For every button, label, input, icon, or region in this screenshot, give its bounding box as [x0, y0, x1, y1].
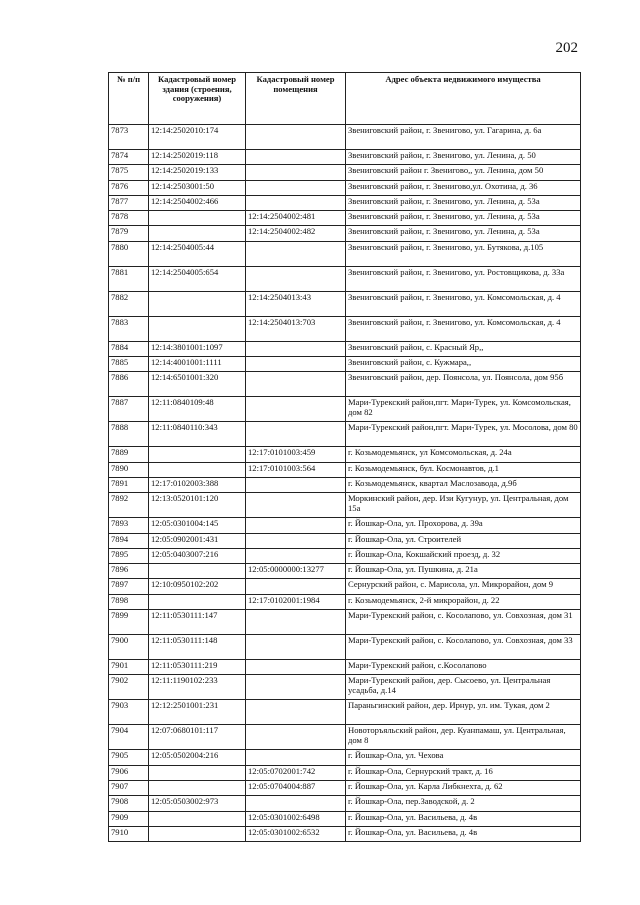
table-row	[109, 493, 581, 518]
cell-premises-cadastral	[246, 422, 346, 447]
cell-premises-cadastral: 12:17:0101003:564	[246, 462, 346, 477]
cell-address: Мари-Турекский район, дер. Сысоево, ул. Центральная усадьба, д.14	[346, 675, 581, 700]
cell-premises-cadastral	[246, 610, 346, 635]
cell-premises-cadastral: 12:14:2504013:703	[246, 316, 346, 341]
cell-address: Звениговский район, с. Кужмара,,	[346, 357, 581, 372]
cell-address: Звениговский район, г. Звенигово, ул. Гагарина, д. 6а	[346, 125, 581, 150]
table-row	[109, 447, 581, 462]
cell-building-cadastral: 12:10:0950102:202	[149, 579, 246, 594]
page-number: 202	[555, 40, 578, 56]
cell-number: 7896	[109, 564, 149, 579]
cell-premises-cadastral: 12:17:0102001:1984	[246, 594, 346, 609]
cell-building-cadastral	[149, 447, 246, 462]
cell-address: Звениговский район г. Звенигово,, ул. Ленина, дом 50	[346, 165, 581, 180]
table-row	[109, 462, 581, 477]
cell-building-cadastral: 12:05:0301004:145	[149, 518, 246, 533]
cell-address: г. Козьмодемьянск, ул Комсомольская, д. 24а	[346, 447, 581, 462]
header-number: № п/п	[109, 73, 149, 125]
cell-address: г. Йошкар-Ола, Кокшайский проезд, д. 32	[346, 548, 581, 563]
cell-number: 7909	[109, 811, 149, 826]
table-row	[109, 635, 581, 660]
cell-building-cadastral: 12:17:0102003:388	[149, 477, 246, 492]
table-row	[109, 316, 581, 341]
table-row	[109, 195, 581, 210]
cell-premises-cadastral: 12:17:0101003:459	[246, 447, 346, 462]
table-row	[109, 725, 581, 750]
cell-building-cadastral	[149, 811, 246, 826]
cell-building-cadastral: 12:11:1190102:233	[149, 675, 246, 700]
cell-number: 7883	[109, 316, 149, 341]
table-row	[109, 125, 581, 150]
cell-building-cadastral: 12:11:0840110:343	[149, 422, 246, 447]
cell-building-cadastral: 12:11:0530111:148	[149, 635, 246, 660]
cell-building-cadastral: 12:14:3801001:1097	[149, 341, 246, 356]
cell-premises-cadastral	[246, 750, 346, 765]
cell-address: Мари-Турекский район, с. Косолапово, ул. Совхозная, дом 33	[346, 635, 581, 660]
cell-building-cadastral	[149, 826, 246, 841]
cell-premises-cadastral: 12:14:2504002:482	[246, 226, 346, 241]
cell-premises-cadastral	[246, 675, 346, 700]
table-row	[109, 533, 581, 548]
cell-premises-cadastral	[246, 341, 346, 356]
cell-address: Сернурский район, с. Марисола, ул. Микрорайон, дом 9	[346, 579, 581, 594]
cell-number: 7885	[109, 357, 149, 372]
cell-building-cadastral	[149, 316, 246, 341]
cell-number: 7905	[109, 750, 149, 765]
cell-number: 7903	[109, 700, 149, 725]
cell-number: 7881	[109, 266, 149, 291]
cell-building-cadastral: 12:07:0680101:117	[149, 725, 246, 750]
cell-building-cadastral	[149, 291, 246, 316]
table-row	[109, 291, 581, 316]
cell-premises-cadastral	[246, 357, 346, 372]
table-row	[109, 397, 581, 422]
table-row	[109, 594, 581, 609]
cell-premises-cadastral: 12:05:0301002:6498	[246, 811, 346, 826]
cell-premises-cadastral	[246, 518, 346, 533]
cell-number: 7910	[109, 826, 149, 841]
cell-number: 7884	[109, 341, 149, 356]
cell-building-cadastral: 12:14:4001001:1111	[149, 357, 246, 372]
table-row	[109, 226, 581, 241]
cell-building-cadastral: 12:05:0503002:973	[149, 796, 246, 811]
cell-address: Звениговский район, г. Звенигово, ул. Ростовщикова, д. 33а	[346, 266, 581, 291]
cell-premises-cadastral	[246, 195, 346, 210]
cell-number: 7890	[109, 462, 149, 477]
cell-address: г. Йошкар-Ола, Сернурский тракт, д. 16	[346, 765, 581, 780]
table-row	[109, 241, 581, 266]
table-header-row	[109, 73, 581, 125]
cell-premises-cadastral	[246, 125, 346, 150]
cell-number: 7873	[109, 125, 149, 150]
cell-number: 7906	[109, 765, 149, 780]
cell-address: Звениговский район, дер. Поянсола, ул. Поянсола, дом 95б	[346, 372, 581, 397]
cell-number: 7889	[109, 447, 149, 462]
cell-number: 7882	[109, 291, 149, 316]
cell-address: Звениговский район, г. Звенигово,ул. Охотина, д. 36	[346, 180, 581, 195]
cell-premises-cadastral: 12:05:0704004:887	[246, 780, 346, 795]
table-row	[109, 610, 581, 635]
cell-building-cadastral: 12:05:0902001:431	[149, 533, 246, 548]
header-building-cadastral: Кадастровый номер здания (строения, сооружения)	[149, 73, 246, 125]
cell-address: г. Йошкар-Ола, пер.Заводской, д. 2	[346, 796, 581, 811]
table-row	[109, 548, 581, 563]
cell-building-cadastral: 12:14:2504002:466	[149, 195, 246, 210]
property-table	[108, 72, 581, 842]
cell-address: Мари-Турекский район,пгт. Мари-Турек, ул. Комсомольская, дом 82	[346, 397, 581, 422]
cell-address: Мари-Турекский район, с. Косолапово, ул. Совхозная, дом 31	[346, 610, 581, 635]
cell-building-cadastral	[149, 594, 246, 609]
cell-address: Мари-Турекский район,пгт. Мари-Турек, ул. Мосолова, дом 80	[346, 422, 581, 447]
cell-building-cadastral: 12:14:2503001:50	[149, 180, 246, 195]
table-row	[109, 750, 581, 765]
cell-building-cadastral: 12:14:2504005:654	[149, 266, 246, 291]
cell-address: г. Йошкар-Ола, ул. Карла Либкнехта, д. 62	[346, 780, 581, 795]
cell-address: г. Йошкар-Ола, ул. Прохорова, д. 39а	[346, 518, 581, 533]
cell-address: г. Козьмодемьянск, квартал Маслозавода, д.9б	[346, 477, 581, 492]
cell-number: 7900	[109, 635, 149, 660]
cell-address: Звениговский район, г. Звенигово, ул. Комсомольская, д. 4	[346, 291, 581, 316]
cell-number: 7908	[109, 796, 149, 811]
cell-number: 7887	[109, 397, 149, 422]
table-row	[109, 477, 581, 492]
cell-address: Звениговский район, г. Звенигово, ул. Ленина, д. 53а	[346, 211, 581, 226]
cell-building-cadastral: 12:11:0840109:48	[149, 397, 246, 422]
header-premises-cadastral: Кадастровый номер помещения	[246, 73, 346, 125]
cell-premises-cadastral: 12:05:0000000:13277	[246, 564, 346, 579]
cell-premises-cadastral: 12:05:0301002:6532	[246, 826, 346, 841]
cell-premises-cadastral	[246, 493, 346, 518]
cell-premises-cadastral: 12:14:2504013:43	[246, 291, 346, 316]
table-row	[109, 700, 581, 725]
cell-number: 7886	[109, 372, 149, 397]
cell-premises-cadastral	[246, 266, 346, 291]
cell-building-cadastral: 12:14:6501001:320	[149, 372, 246, 397]
cell-address: Звениговский район, г. Звенигово, ул. Ленина, д. 53а	[346, 226, 581, 241]
table-row	[109, 826, 581, 841]
cell-number: 7899	[109, 610, 149, 635]
cell-building-cadastral: 12:13:0520101:120	[149, 493, 246, 518]
cell-number: 7875	[109, 165, 149, 180]
cell-premises-cadastral	[246, 548, 346, 563]
cell-number: 7902	[109, 675, 149, 700]
cell-building-cadastral: 12:14:2502019:133	[149, 165, 246, 180]
cell-premises-cadastral: 12:05:0702001:742	[246, 765, 346, 780]
cell-building-cadastral: 12:11:0530111:219	[149, 660, 246, 675]
cell-premises-cadastral	[246, 150, 346, 165]
table-row	[109, 675, 581, 700]
table-row	[109, 266, 581, 291]
cell-number: 7893	[109, 518, 149, 533]
cell-number: 7877	[109, 195, 149, 210]
cell-building-cadastral	[149, 211, 246, 226]
cell-premises-cadastral	[246, 180, 346, 195]
table-row	[109, 372, 581, 397]
cell-number: 7892	[109, 493, 149, 518]
cell-premises-cadastral	[246, 796, 346, 811]
cell-building-cadastral: 12:14:2502010:174	[149, 125, 246, 150]
cell-number: 7876	[109, 180, 149, 195]
table-row	[109, 564, 581, 579]
cell-address: г. Йошкар-Ола, ул. Васильева, д. 4в	[346, 826, 581, 841]
cell-building-cadastral: 12:05:0403007:216	[149, 548, 246, 563]
cell-number: 7891	[109, 477, 149, 492]
cell-building-cadastral: 12:11:0530111:147	[149, 610, 246, 635]
table-row	[109, 165, 581, 180]
cell-premises-cadastral: 12:14:2504002:481	[246, 211, 346, 226]
cell-number: 7897	[109, 579, 149, 594]
cell-address: г. Козьмодемьянск, 2-й микрорайон, д. 22	[346, 594, 581, 609]
cell-building-cadastral	[149, 564, 246, 579]
cell-number: 7894	[109, 533, 149, 548]
cell-building-cadastral	[149, 765, 246, 780]
cell-address: Звениговский район, с. Красный Яр,,	[346, 341, 581, 356]
cell-number: 7901	[109, 660, 149, 675]
table-row	[109, 518, 581, 533]
cell-address: Звениговский район, г. Звенигово, ул. Бутякова, д.105	[346, 241, 581, 266]
table-row	[109, 150, 581, 165]
table-row	[109, 357, 581, 372]
cell-address: Мари-Турекский район, с.Косолапово	[346, 660, 581, 675]
cell-number: 7879	[109, 226, 149, 241]
cell-number: 7880	[109, 241, 149, 266]
cell-address: г. Йошкар-Ола, ул. Пушкина, д. 21а	[346, 564, 581, 579]
table-row	[109, 660, 581, 675]
table-row	[109, 780, 581, 795]
cell-address: г. Йошкар-Ола, ул. Строителей	[346, 533, 581, 548]
cell-number: 7888	[109, 422, 149, 447]
cell-number: 7907	[109, 780, 149, 795]
table-row	[109, 765, 581, 780]
table-row	[109, 211, 581, 226]
cell-building-cadastral	[149, 780, 246, 795]
cell-premises-cadastral	[246, 241, 346, 266]
cell-premises-cadastral	[246, 165, 346, 180]
table-row	[109, 579, 581, 594]
cell-premises-cadastral	[246, 372, 346, 397]
cell-address: Параньгинский район, дер. Ирнур, ул. им. Тукая, дом 2	[346, 700, 581, 725]
cell-number: 7874	[109, 150, 149, 165]
table-row	[109, 811, 581, 826]
table-row	[109, 180, 581, 195]
cell-premises-cadastral	[246, 635, 346, 660]
cell-address: г. Йошкар-Ола, ул. Чехова	[346, 750, 581, 765]
cell-address: Новоторъяльский район, дер. Куанпамаш, ул. Центральная, дом 8	[346, 725, 581, 750]
cell-building-cadastral: 12:05:0502004:216	[149, 750, 246, 765]
header-address: Адрес объекта недвижимого имущества	[346, 73, 581, 125]
table-row	[109, 341, 581, 356]
cell-building-cadastral: 12:12:2501001:231	[149, 700, 246, 725]
cell-premises-cadastral	[246, 579, 346, 594]
cell-number: 7895	[109, 548, 149, 563]
cell-address: Моркинский район, дер. Изи Кугунур, ул. Центральная, дом 15а	[346, 493, 581, 518]
cell-building-cadastral	[149, 226, 246, 241]
cell-premises-cadastral	[246, 533, 346, 548]
cell-address: Звениговский район, г. Звенигово, ул. Ленина, д. 50	[346, 150, 581, 165]
cell-number: 7904	[109, 725, 149, 750]
cell-number: 7898	[109, 594, 149, 609]
cell-number: 7878	[109, 211, 149, 226]
cell-premises-cadastral	[246, 397, 346, 422]
cell-address: г. Йошкар-Ола, ул. Васильева, д. 4в	[346, 811, 581, 826]
cell-premises-cadastral	[246, 477, 346, 492]
table-body	[109, 125, 581, 842]
cell-premises-cadastral	[246, 660, 346, 675]
cell-premises-cadastral	[246, 700, 346, 725]
cell-address: Звениговский район, г. Звенигово, ул. Ленина, д. 53а	[346, 195, 581, 210]
cell-building-cadastral: 12:14:2504005:44	[149, 241, 246, 266]
cell-premises-cadastral	[246, 725, 346, 750]
table-row	[109, 422, 581, 447]
cell-building-cadastral	[149, 462, 246, 477]
cell-address: г. Козьмодемьянск, бул. Космонавтов, д.1	[346, 462, 581, 477]
table-row	[109, 796, 581, 811]
cell-building-cadastral: 12:14:2502019:118	[149, 150, 246, 165]
cell-address: Звениговский район, г. Звенигово, ул. Комсомольская, д. 4	[346, 316, 581, 341]
